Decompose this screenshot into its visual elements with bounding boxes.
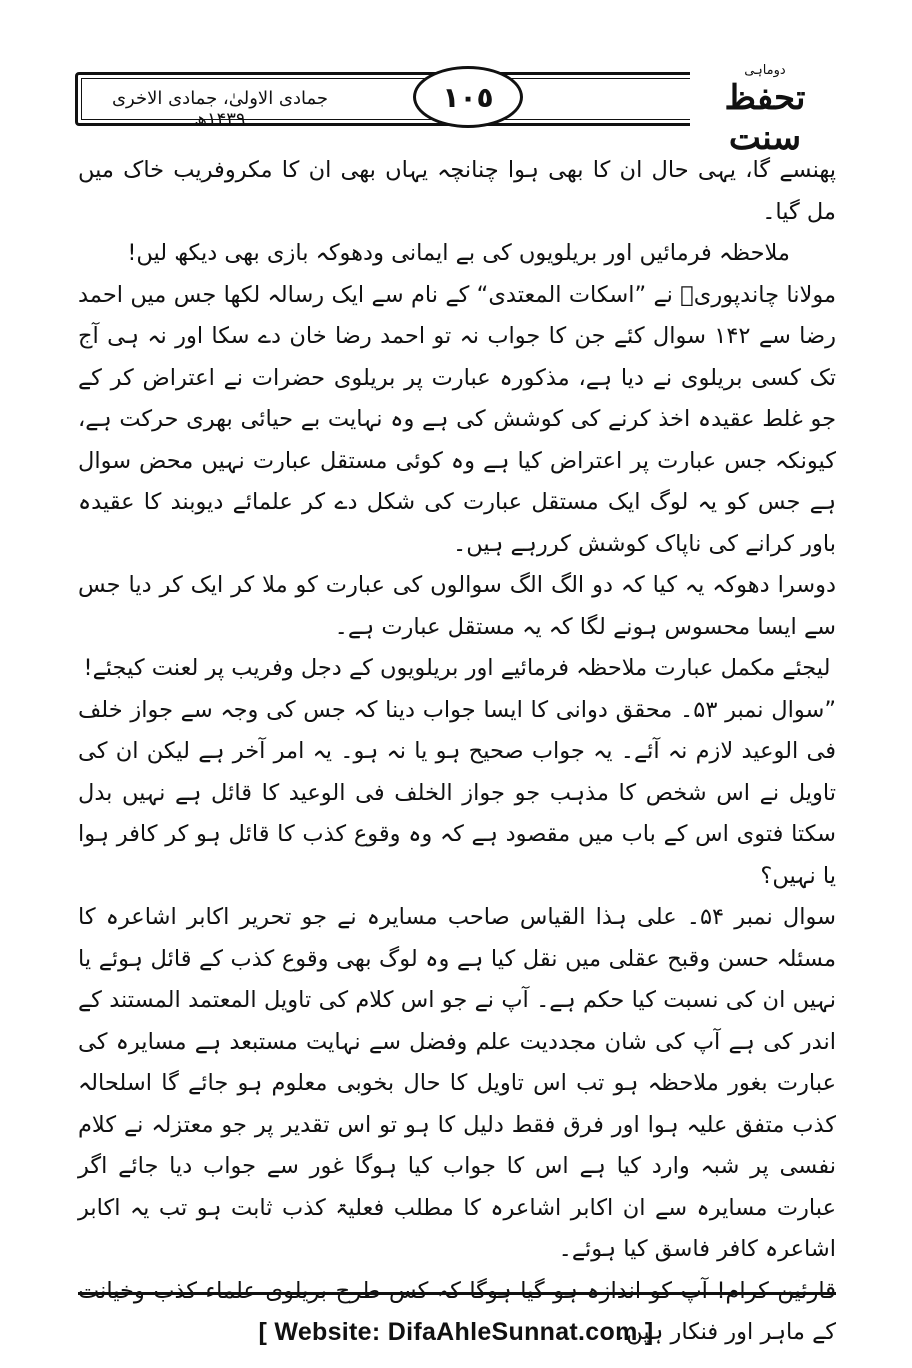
page-number-badge xyxy=(413,66,523,128)
paragraph-4: دوسرا دھوکہ یہ کیا کہ دو الگ الگ سوالوں کی عبارت کو ملا کر ایک کر دیا جس سے ایسا محسوس ہونے لگا کہ یہ مستقل عبارت ہے۔ xyxy=(78,572,836,640)
footer-divider xyxy=(78,1292,836,1295)
logo-subtitle: دوماہی xyxy=(744,63,786,78)
paragraph-1: پھنسے گا، یہی حال ان کا بھی ہوا چنانچہ یہاں بھی ان کا مکروفریب خاک میں مل گیا۔ xyxy=(78,157,836,225)
article-body xyxy=(78,150,836,1354)
quote-question-53: ”سوال نمبر ۵۳۔ محقق دوانی کا ایسا جواب دینا کہ جس کی وجہ سے جواز خلف فی الوعید لازم نہ آئے۔ یہ جواب صحیح ہو یا نہ ہو۔ یہ امر آخر ہے لیکن ان کی تاویل نے اس شخص کا مذہب جو جواز الخلف فی الوعید کا قائل ہے نہیں بدل سکتا فتوی اس کے باب میں مقصود ہے کہ وہ وقوع کذب کا قائل ہو کر کافر ہوا یا نہیں؟ xyxy=(78,696,836,889)
paragraph-2: ملاحظہ فرمائیں اور بریلویوں کی بے ایمانی ودھوکہ بازی بھی دیکھ لیں! xyxy=(127,240,790,266)
page-number: ١٠٥ xyxy=(442,80,494,114)
issue-date: جمادی الاولیٰ، جمادی الاخری ۱۴۳۹ھ xyxy=(111,88,329,130)
page-header xyxy=(75,62,838,158)
quote-question-54: سوال نمبر ۵۴۔ علی ہذا القیاس صاحب مسایرہ نے جو تحریر اکابر اشاعرہ کا مسئلہ حسن وقبح عقلی میں نقل کیا ہے وہ لوگ بھی وقوع کذب کے قائل ہوئے یا نہیں ان کی نسبت کیا حکم ہے۔ آپ نے جو اس کلام کی تاویل المعتمد المستند کے اندر کی ہے آپ کی شان مجددیت علم وفضل سے نہایت مستبعد ہے مسایرہ کی عبارت بغور ملاحظہ ہو تب اس تاویل کا حال بخوبی معلوم ہو جائے گا اسلحالہ کذب متفق علیہ ہوا اور فرق فقط دلیل کا ہو تو اس تقدیر پر جو معتزلہ نے کلام نفسی پر شبہ وارد کیا ہے اس کا جواب کیا ہوگا غور سے جواب دیا جائے اگر عبارت مسایرہ سے ان اکابر اشاعرہ کا مطلب فعلیۃ کذب ثابت ہو تب یہ اکابر اشاعرہ کافر فاسق کیا ہوئے۔ xyxy=(78,904,836,1262)
paragraph-5: لیجئے مکمل عبارت ملاحظہ فرمائیے اور بریلویوں کے دجل وفریب پر لعنت کیجئے! xyxy=(83,655,831,681)
logo-title: تحفظ سنت xyxy=(724,78,806,158)
paragraph-3: مولانا چاندپوریؒ نے ”اسکات المعتدی“ کے نام سے ایک رسالہ لکھا جس میں احمد رضا سے ۱۴۲ سوال کئے جن کا جواب نہ تو احمد رضا خان دے سکا اور نہ ہی آج تک کسی بریلوی نے دیا ہے، مذکورہ عبارت پر بریلوی حضرات نے اعتراض کر کے جو غلط عقیدہ اخذ کرنے کی کوشش کی ہے وہ نہایت بے حیائی بھری حرکت ہے، کیونکہ جس عبارت پر اعتراض کیا ہے وہ کوئی مستقل عبارت نہیں محض سوال ہے جس کو یہ لوگ ایک مستقل عبارت کی شکل دے کر علمائے دیوبند کا عقیدہ باور کرانے کی ناپاک کوشش کررہے ہیں۔ xyxy=(78,281,836,557)
website-footer: [ Website: DifaAhleSunnat.com ] xyxy=(258,1318,654,1346)
closing-paragraph: قارئین کرام! آپ کو اندازہ ہو گیا ہوگا کہ کس طرح بریلوی علماء کذب وخیانت کے ماہر اور فنکار ہیں۔ xyxy=(78,1277,836,1345)
magazine-logo xyxy=(690,62,840,158)
